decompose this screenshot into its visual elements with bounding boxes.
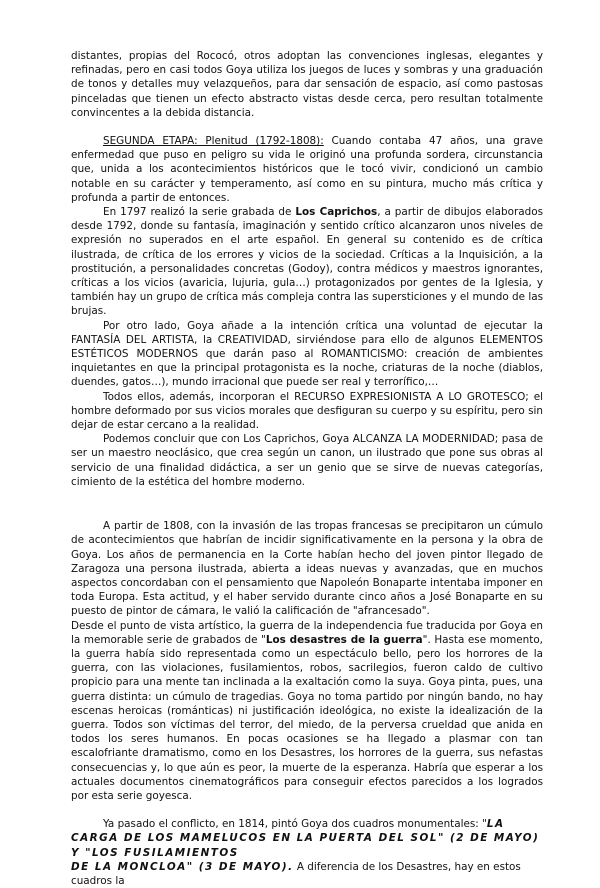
- title-la-carga: LA CARGA DE LOS MAMELUCOS EN LA PUERTA DEL SOL" (2 DE MAYO) Y "LOS FUSILAMIENTOS: [71, 818, 540, 859]
- paragraph-invasion: A partir de 1808, con la invasión de las tropas francesas se precipitaron un cúmulo de acontecimientos que habrían de incidir significativamente en la persona y la obra de Goya. Los años de permanencia en la Corte habían hecho del joven pintor llegado de Zaragoza una persona ilustrada, abierta a ideas nuevas y avanzadas, que en muchos aspectos concordaban con el pensamiento que Napoleón Bonaparte intentaba imponer en toda Europa. Esta actitud, y el haber servido durante cinco años a José Bonaparte en su puesto de pintor de cámara, le valió la calificación de "afrancesado".: [71, 520, 543, 618]
- paragraph-rococo: distantes, propias del Rococó, otros adoptan las convenciones inglesas, elegantes y refinadas, pero en casi todos Goya utiliza los juegos de luces y sombras y una graduación de tonos y detalles muy velazqueños, para dar sensación de espacio, así como pastosas pinceladas que tienen un efecto abstracto vistas desde cerca, pero resultan totalmente convincentes a la debida distancia.: [71, 50, 543, 119]
- paragraph-modernidad: Podemos concluir que con Los Caprichos, Goya ALCANZA LA MODERNIDAD; pasa de ser un maestro neoclásico, que crea según un canon, un ilustrado que pone sus obras al servicio de una finalidad didáctica, a ser un genio que se sirve de nuevas categorías, cimiento de la estética del hombre moderno.: [71, 433, 543, 488]
- title-la-moncloa: DE LA MONCLOA" (3 DE MAYO).: [71, 860, 294, 873]
- paragraph-cuadros-monumentales: Ya pasado el conflicto, en 1814, pintó Goya dos cuadros monumentales: "LA CARGA DE LOS MAMELUCOS EN LA PUERTA DEL SOL" (2 DE MAYO) Y "LOS FUSILAMIENTOS DE LA MONCLOA" (3 DE MAYO). A diferencia de los Desastres, hay en estos cuadros la: [71, 818, 540, 887]
- paragraph-segunda-etapa: SEGUNDA ETAPA: Plenitud (1792-1808): Cuando contaba 47 años, una grave enfermedad que puso en peligro su vida le originó una profunda sordera, circunstancia que, unida a los acontecimientos históricos que le tocó vivir, condicionó un cambio notable en su carácter y temperamento, así como en su pintura, mucho más crítica y profunda a partir de entonces.: [71, 135, 544, 204]
- paragraph-expresionista: Todos ellos, además, incorporan el RECURSO EXPRESIONISTA A LO GROTESCO; el hombre deformado por sus vicios morales que desfiguran su cuerpo y su espíritu, pero sin dejar de estar cercano a la realidad.: [71, 390, 543, 432]
- document-page: [71, 49, 543, 888]
- paragraph-desastres: Desde el punto de vista artístico, la guerra de la independencia fue traducida por Goya en la memorable serie de grabados de "Los desastres de la guerra". Hasta ese momento, la guerra había sido representada como un espectáculo bello, pero los horrores de la guerra, con las violaciones, fusilamientos, robos, sacrilegios, fueron caldo de cultivo propicio para una mente tan inclinada a la exaltación como la suya. Goya pinta, pues, una guerra distinta: un cúmulo de tragedias. Goya no toma partido por ningún bando, no hay escenas heroicas (románticas) ni justificación ideológica, no existe la idealización de la guerra. Todos son víctimas del terror, del miedo, de la perversa crueldad que anida en todos los seres humanos. En pocas ocasiones se ha llegado a plasmar con tan escalofriante dramatismo, como en los Desastres, los horrores de la guerra, sus nefastas consecuencias y, lo que aún es peor, la muerte de la esperanza. Habría que esperar a los actuales documentos cinematográficos para conseguir efectos parecidos a los logrados por esta serie goyesca.: [71, 619, 543, 802]
- title-los-desastres: Los desastres de la guerra: [265, 633, 423, 646]
- section-heading-segunda-etapa: SEGUNDA ETAPA: Plenitud (1792-1808):: [103, 135, 324, 148]
- paragraph-fantasia: Por otro lado, Goya añade a la intención crítica una voluntad de ejecutar la FANTASÍA DEL ARTISTA, la CREATIVIDAD, sirviéndose para ello de algunos ELEMENTOS ESTÉTICOS MODERNOS que darán paso al ROMANTICISMO: creación de ambientes inquietantes en que la principal protagonista es la noche, criaturas de la noche (diablos, duendes, gatos…), mundo irracional que puede ser real y terrorífico,…: [71, 319, 543, 389]
- title-los-caprichos: Los Caprichos: [295, 206, 378, 219]
- paragraph-caprichos: En 1797 realizó la serie grabada de Los Caprichos, a partir de dibujos elaborados desde 1792, donde su fantasía, imaginación y sentido crítico alcanzaron unos niveles de expresión no superados en el arte español. En general su contenido es de crítica ilustrada, de crítica de los errores y vicios de la sociedad. Críticas a la Inquisición, a la prostitución, a personalidades concretas (Godoy), contra médicos y maestros ignorantes, críticas a los vicios (avaricia, lujuria, gula…) protagonizados por gentes de la Iglesia, y también hay un grupo de crítica más compleja contra las supersticiones y el mundo de las brujas.: [71, 206, 543, 318]
